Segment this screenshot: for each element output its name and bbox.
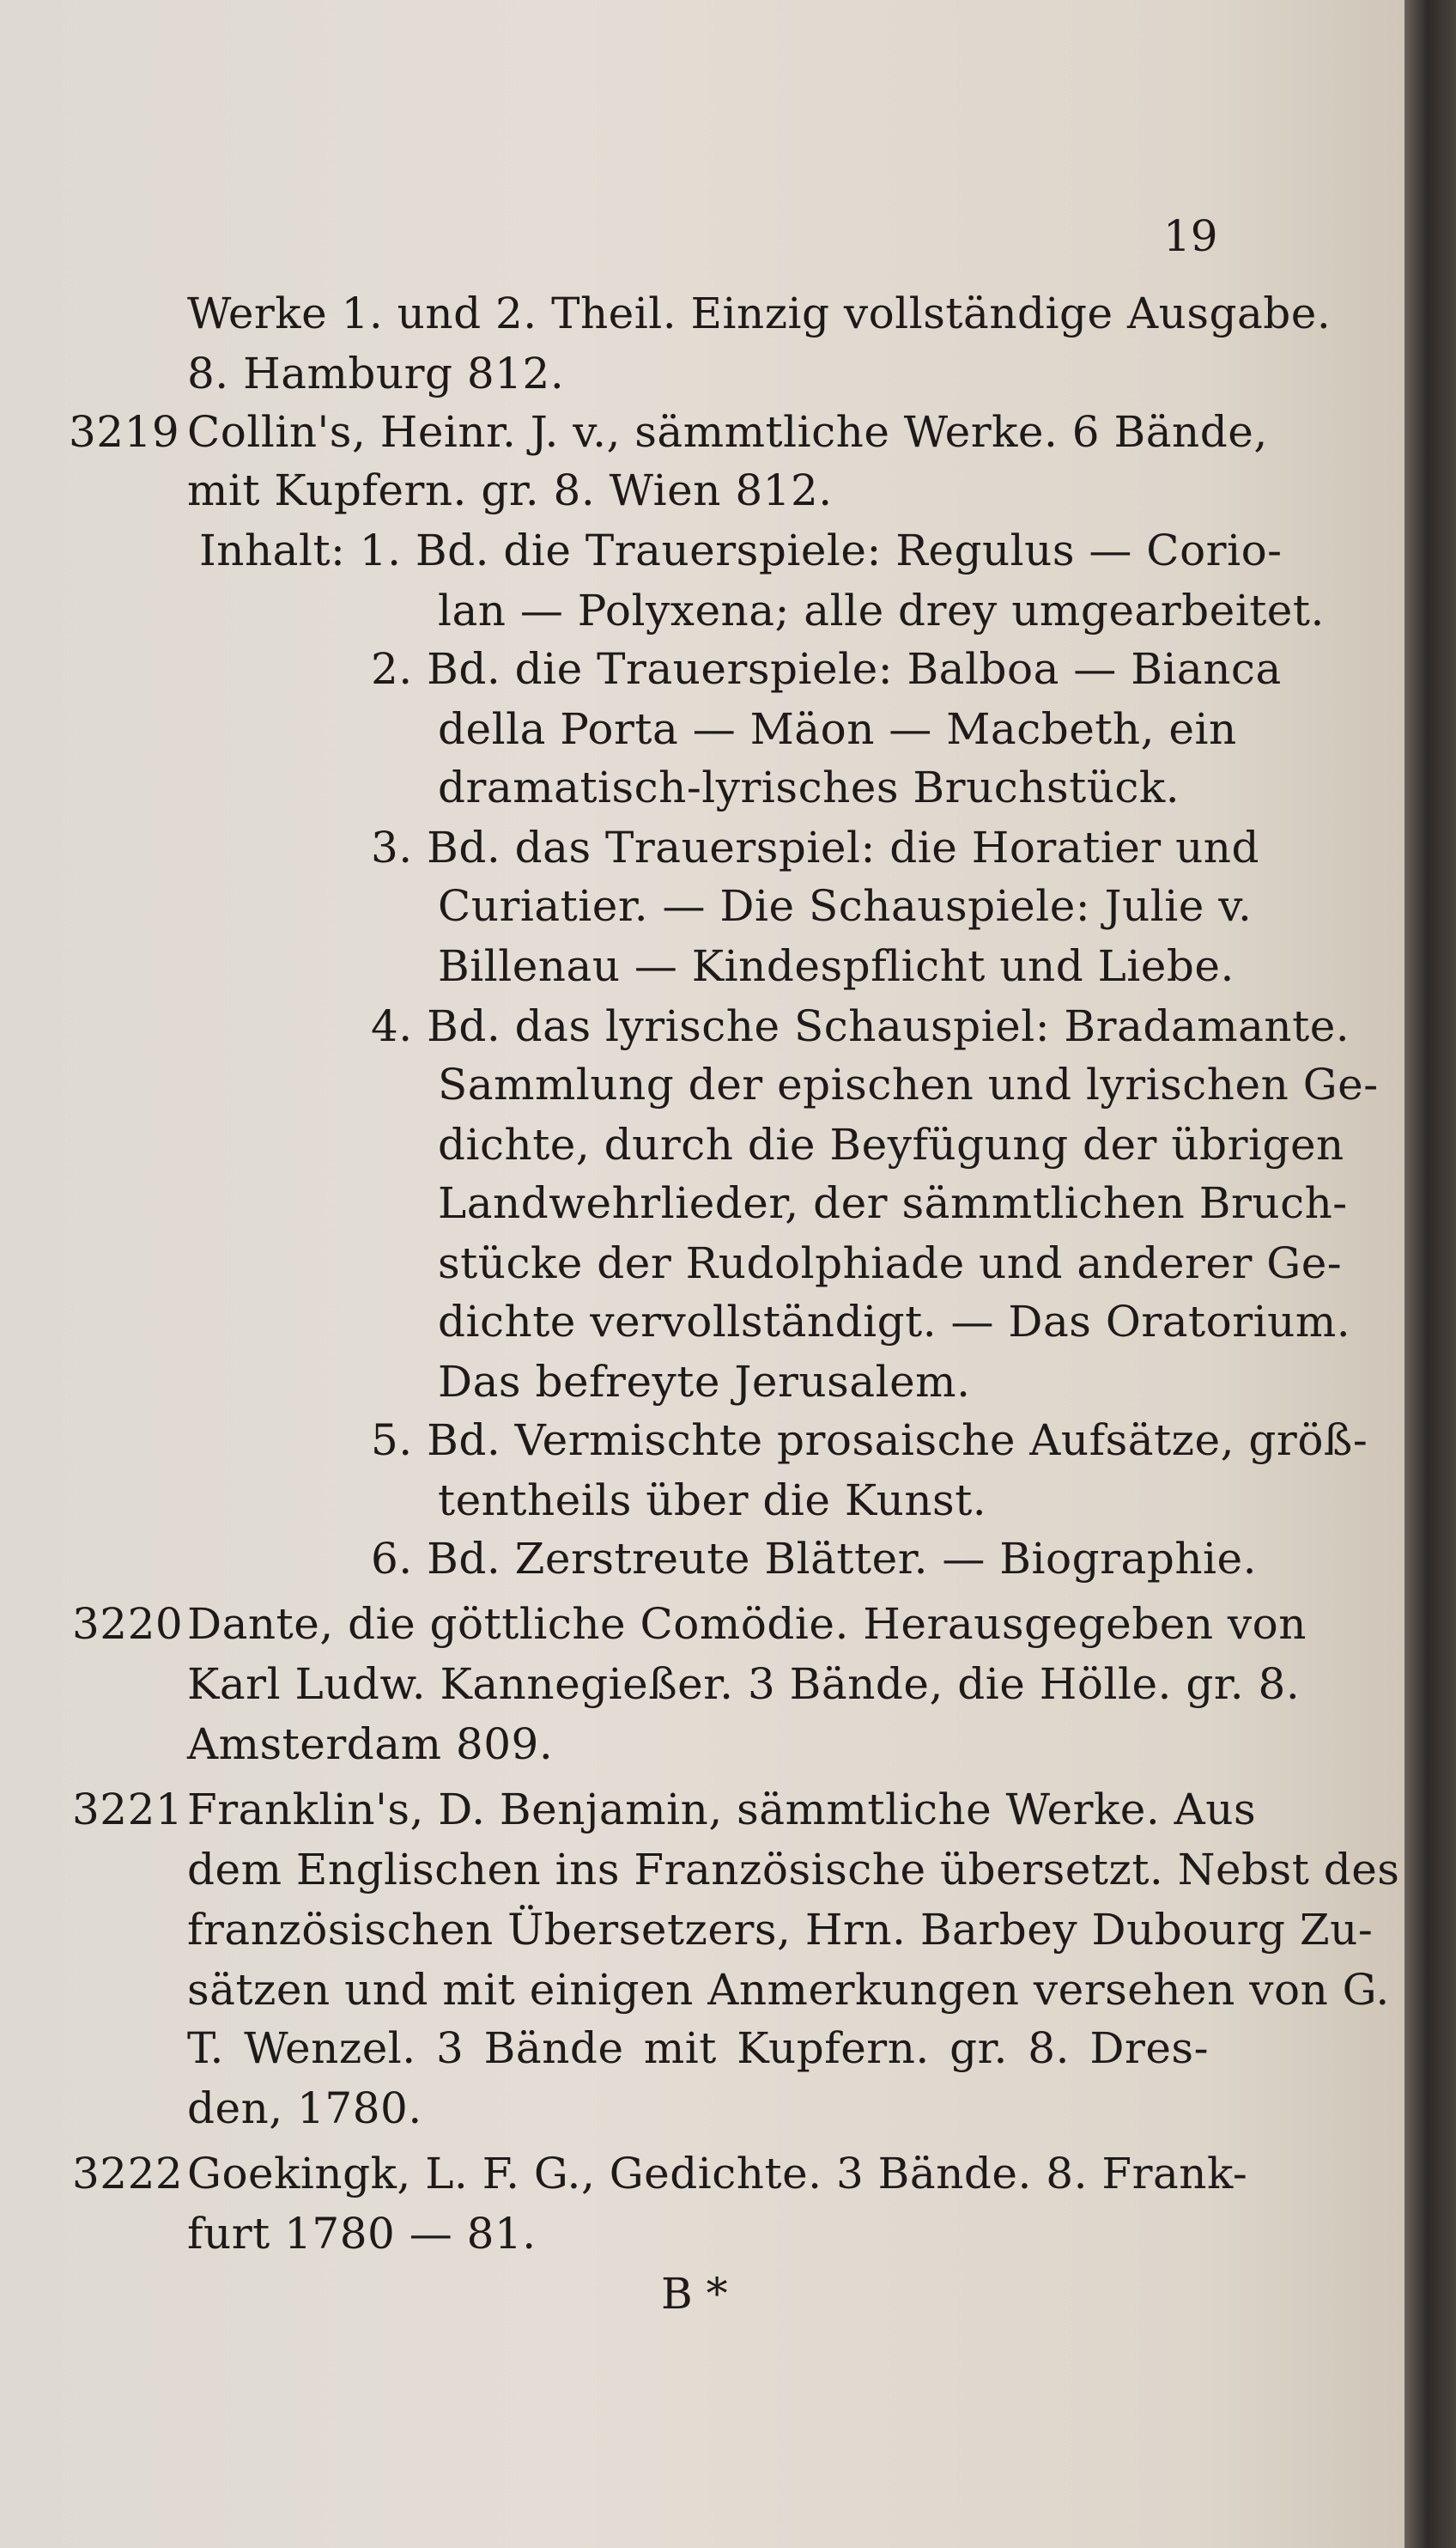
catalog-line xyxy=(0,460,1404,520)
catalog-line xyxy=(0,1714,1404,1774)
catalog-line xyxy=(0,1779,1404,1840)
catalog-line xyxy=(0,699,1404,759)
catalog-line xyxy=(0,1173,1404,1233)
line-text: dichte vervollständigt. — Das Oratorium. xyxy=(438,1297,1351,1347)
page-number: 19 xyxy=(1163,211,1218,261)
catalog-line xyxy=(0,1900,1404,1960)
line-text: Landwehrlieder, der sämmtlichen Bruch- xyxy=(438,1178,1348,1228)
catalog-line xyxy=(0,2204,1404,2264)
line-text: dramatisch-lyrisches Bruchstück. xyxy=(438,763,1180,812)
line-text: furt 1780 — 81. xyxy=(187,2209,537,2259)
line-text: Collin's, Heinr. J. v., sämmtliche Werke. 6 Bände, xyxy=(187,407,1268,457)
line-text: 4. Bd. das lyrische Schauspiel: Bradamante. xyxy=(371,1001,1350,1051)
line-text: T. Wenzel. 3 Bände mit Kupfern. gr. 8. Dres- xyxy=(187,2023,1209,2073)
catalog-line xyxy=(0,283,1404,344)
catalog-line xyxy=(0,2144,1404,2204)
line-text: tentheils über die Kunst. xyxy=(438,1475,987,1525)
line-text: französischen Übersetzers, Hrn. Barbey Dubourg Zu- xyxy=(187,1905,1374,1955)
catalog-line xyxy=(0,581,1404,641)
line-text: Goekingk, L. F. G., Gedichte. 3 Bände. 8. Frank- xyxy=(187,2149,1248,2198)
line-text: Inhalt: 1. Bd. die Trauerspiele: Regulus — Corio- xyxy=(199,526,1283,575)
catalog-line xyxy=(0,1960,1404,2020)
line-text: Franklin's, D. Benjamin, sämmtliche Werke. Aus xyxy=(187,1785,1257,1834)
catalog-line xyxy=(0,1233,1404,1293)
line-text: Sammlung der epischen und lyrischen Ge- xyxy=(438,1060,1379,1110)
catalog-line xyxy=(0,402,1404,462)
entry-number: 3221 xyxy=(72,1785,184,1834)
catalog-line xyxy=(0,1654,1404,1714)
catalog-line xyxy=(0,818,1404,878)
catalog-line xyxy=(0,1594,1404,1654)
catalog-line xyxy=(0,639,1404,699)
line-text: della Porta — Mäon — Macbeth, ein xyxy=(438,704,1237,754)
line-text: dichte, durch die Beyfügung der übrigen xyxy=(438,1120,1344,1170)
line-text: 8. Hamburg 812. xyxy=(187,349,565,398)
catalog-line xyxy=(0,936,1404,996)
line-text: 5. Bd. Vermischte prosaische Aufsätze, größ- xyxy=(371,1415,1368,1465)
line-text: 2. Bd. die Trauerspiele: Balboa — Bianca xyxy=(371,644,1282,694)
line-text: dem Englischen ins Französische übersetzt. Nebst des xyxy=(187,1845,1400,1894)
line-text: lan — Polyxena; alle drey umgearbeitet. xyxy=(438,586,1325,635)
catalog-line xyxy=(0,344,1404,404)
line-text: Karl Ludw. Kannegießer. 3 Bände, die Hölle. gr. 8. xyxy=(187,1659,1301,1709)
line-text: stücke der Rudolphiade und anderer Ge- xyxy=(438,1238,1343,1288)
catalog-line xyxy=(0,1055,1404,1115)
catalog-line xyxy=(0,1352,1404,1412)
catalog-line xyxy=(0,757,1404,818)
line-text: Billenau — Kindespflicht und Liebe. xyxy=(438,941,1235,991)
line-text: Dante, die göttliche Comödie. Herausgegeben von xyxy=(187,1599,1307,1649)
catalog-line xyxy=(0,2018,1404,2078)
line-text: mit Kupfern. gr. 8. Wien 812. xyxy=(187,465,833,515)
catalog-line xyxy=(0,2078,1404,2138)
catalog-line xyxy=(0,1529,1404,1589)
entry-number: 3222 xyxy=(72,2149,184,2198)
catalog-line xyxy=(0,1840,1404,1900)
catalog-line xyxy=(0,1115,1404,1175)
catalog-line xyxy=(0,996,1404,1056)
line-text: Curiatier. — Die Schauspiele: Julie v. xyxy=(438,881,1253,931)
line-text: Das befreyte Jerusalem. xyxy=(438,1357,971,1407)
line-text: 3. Bd. das Trauerspiel: die Horatier und xyxy=(371,823,1260,873)
book-spine-edge xyxy=(1404,0,1456,2548)
line-text: 6. Bd. Zerstreute Blätter. — Biographie. xyxy=(371,1534,1258,1584)
entry-number: 3220 xyxy=(72,1599,184,1649)
signature-mark: B * xyxy=(661,2269,728,2319)
catalog-line xyxy=(0,876,1404,936)
line-text: Amsterdam 809. xyxy=(187,1719,554,1769)
line-text: sätzen und mit einigen Anmerkungen versehen von G. xyxy=(187,1965,1390,2015)
catalog-line xyxy=(0,1410,1404,1470)
catalog-line xyxy=(0,520,1404,581)
line-text: Werke 1. und 2. Theil. Einzig vollständige Ausgabe. xyxy=(187,289,1332,338)
catalog-line xyxy=(0,1470,1404,1530)
line-text: den, 1780. xyxy=(187,2083,422,2133)
entry-number: 3219 xyxy=(69,407,180,457)
catalog-line xyxy=(0,1292,1404,1352)
